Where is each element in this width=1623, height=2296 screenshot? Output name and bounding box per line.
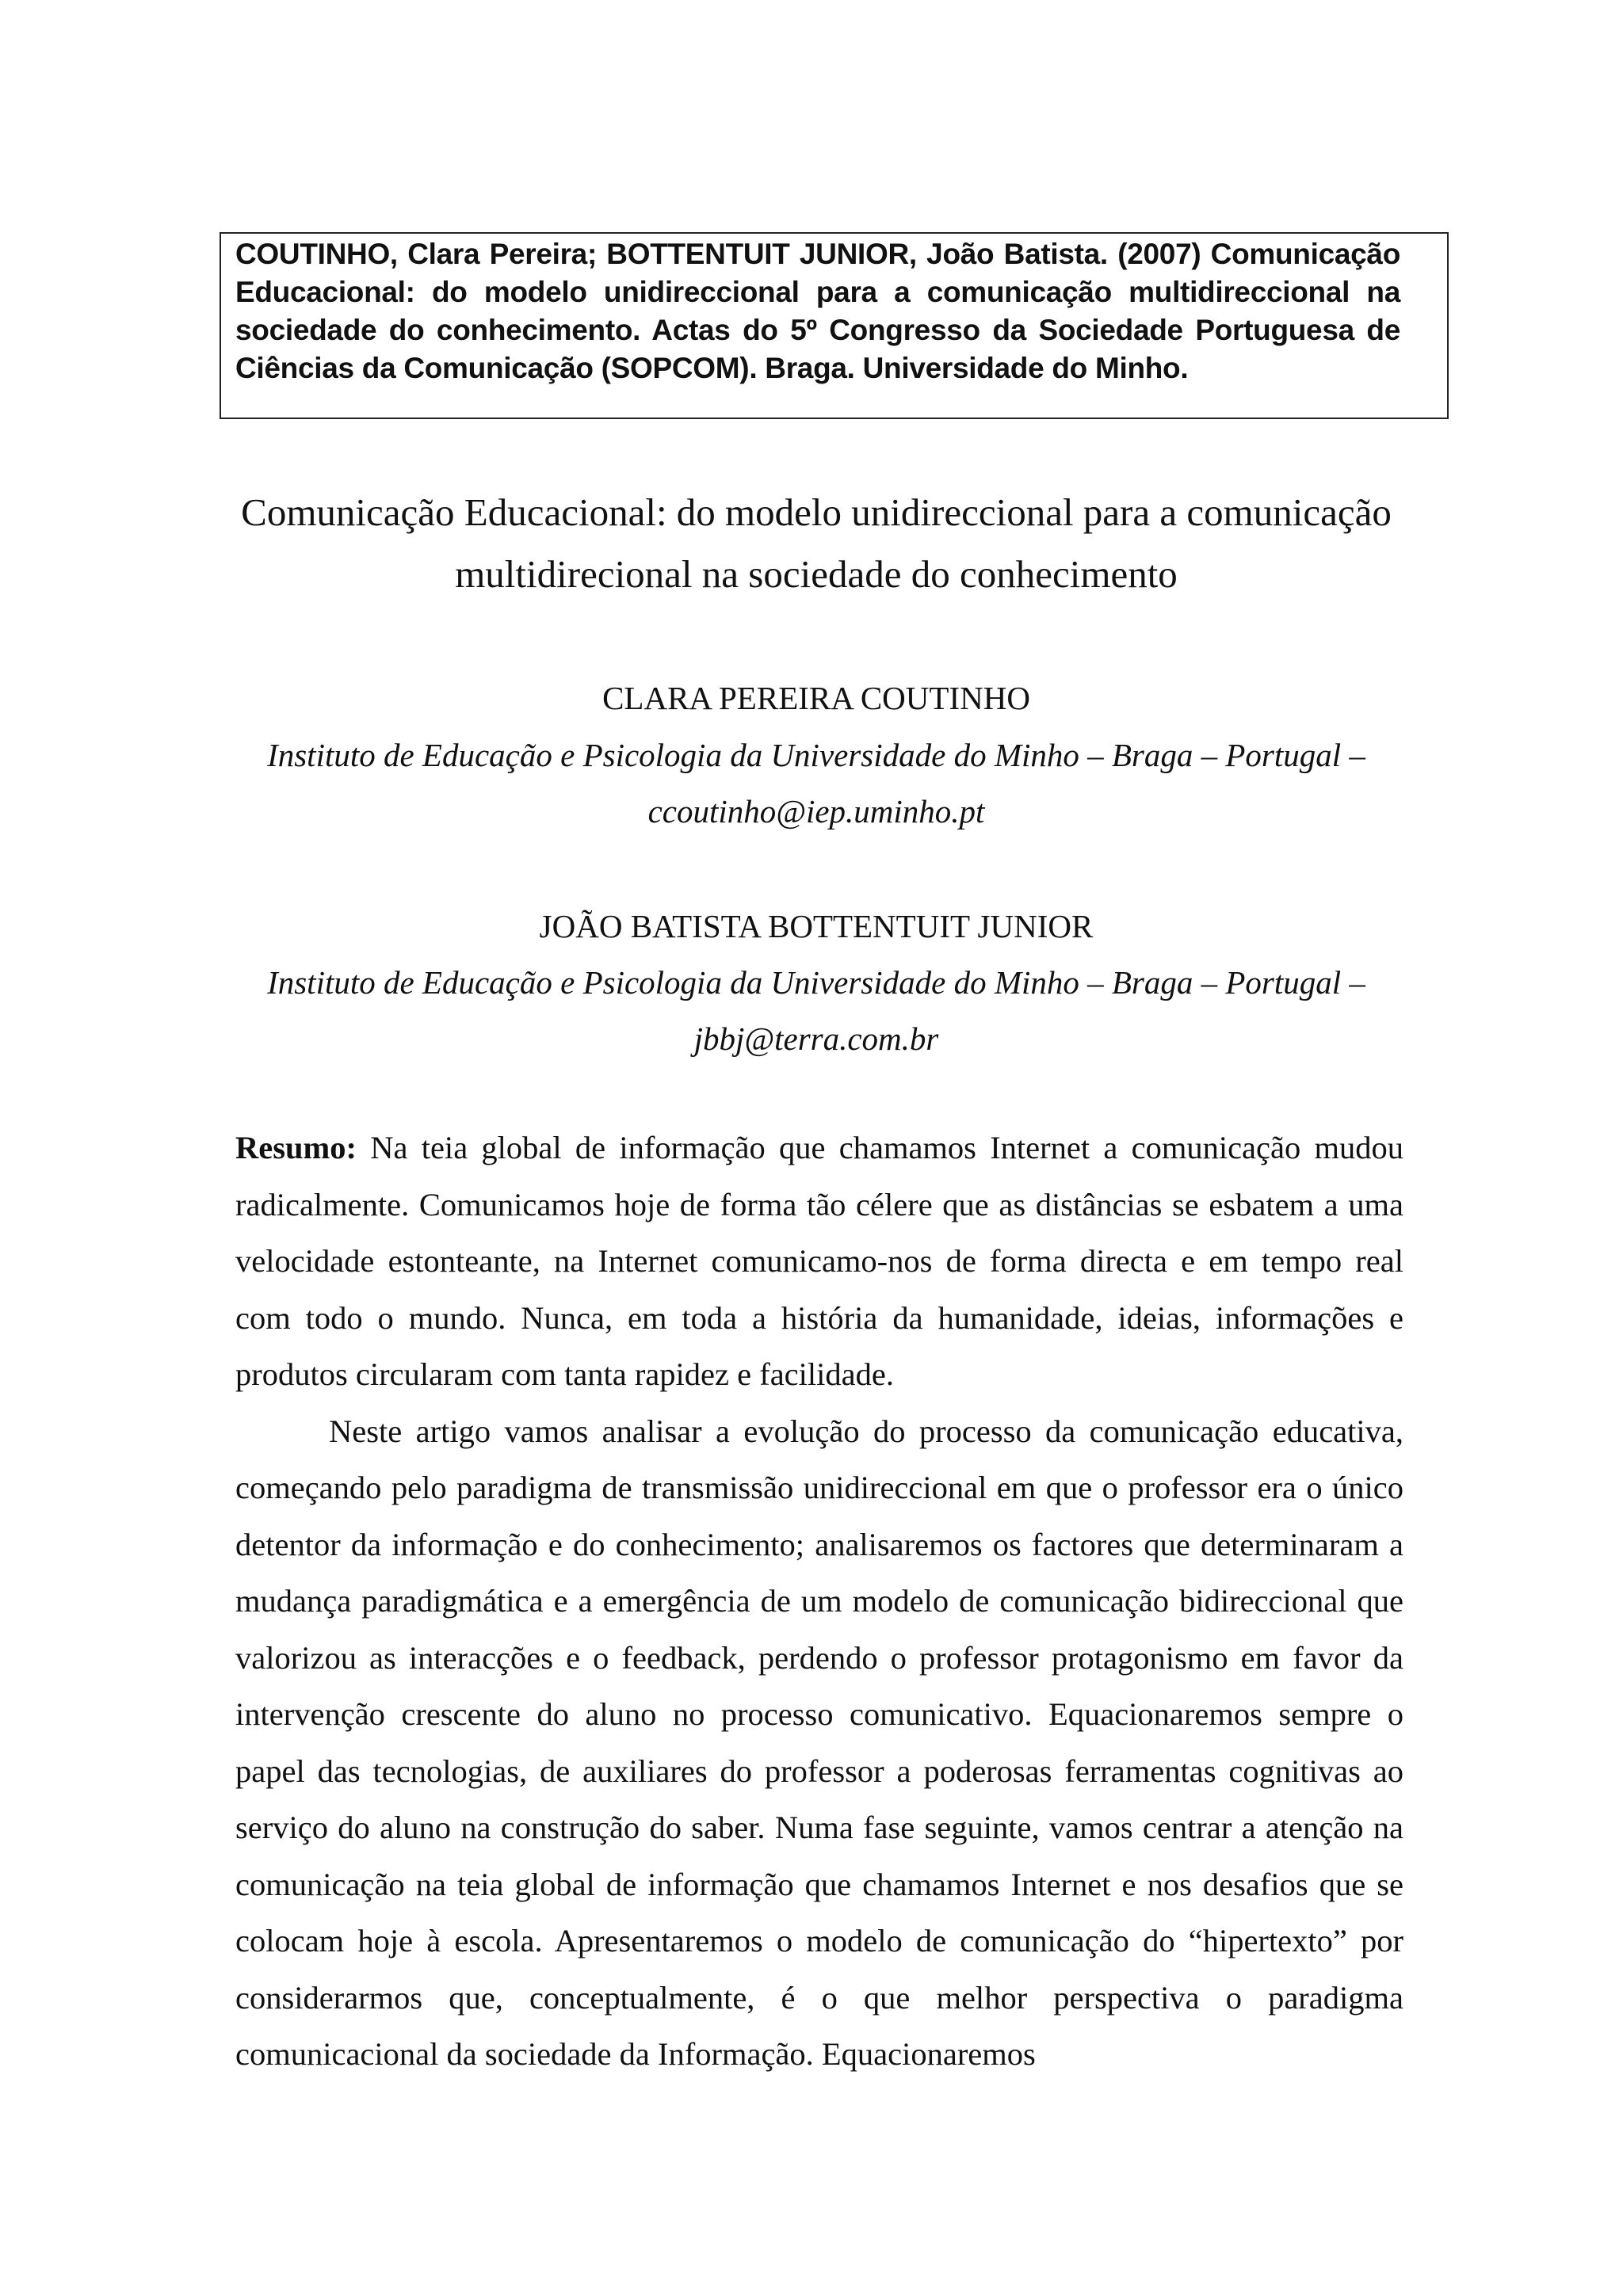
author-affiliation-text: Instituto de Educação e Psicologia da Universidade do Minho – Braga – Portugal –	[267, 737, 1365, 773]
author-email: ccoutinho@iep.uminho.pt	[647, 793, 985, 830]
author-name: CLARA PEREIRA COUTINHO	[602, 680, 1030, 716]
author-affiliation	[158, 727, 1474, 840]
abstract-paragraph-text: Na teia global de informação que chamamos Internet a comunicação mudou radicalmente. Comunicamos hoje de forma tão célere que as distâncias se esbatem a uma velocidade estonteante, na Internet comunicamo-nos de forma directa e em tempo real com todo o mundo. Nunca, em toda a história da humanidade, ideias, informações e produtos circularam com tanta rapidez e facilidade.	[235, 1130, 1403, 1392]
abstract-label: Resumo:	[235, 1130, 357, 1165]
abstract-paragraph: Neste artigo vamos analisar a evolução do processo da comunicação educativa, começando pelo paradigma de transmissão unidireccional em que o professor era o único detentor da informação e do conhecimento; analisaremos os factores que determinaram a mudança paradigmática e a emergência de um modelo de comunicação bidireccional que valorizou as interacções e o feedback, perdendo o professor protagonismo em favor da intervenção crescente do aluno no processo comunicativo. Equacionaremos sempre o papel das tecnologias, de auxiliares do professor a poderosas ferramentas cognitivas ao serviço do aluno na construção do saber. Numa fase seguinte, vamos centrar a atenção na comunicação na teia global de informação que chamamos Internet e nos desafios que se colocam hoje à escola. Apresentaremos o modelo de comunicação do “hipertexto” por considerarmos que, conceptualmente, é o que melhor perspectiva o paradigma comunicacional da sociedade da Informação. Equacionaremos	[235, 1413, 1403, 2072]
author-affiliation	[158, 955, 1474, 1067]
paper-title: Comunicação Educacional: do modelo unidireccional para a comunicação multidirecional na sociedade do conhecimento	[241, 490, 1392, 596]
citation-text: COUTINHO, Clara Pereira; BOTTENTUIT JUNIOR, João Batista. (2007) Comunicação Educacional: do modelo unidireccional para a comunicação multidireccional na sociedade do conhecimento. Actas do 5º Congresso da Sociedade Portuguesa de Ciências da Comunicação (SOPCOM). Braga. Universidade do Minho.	[235, 238, 1400, 384]
author-email: jbbj@terra.com.br	[693, 1020, 939, 1057]
author-affiliation-text: Instituto de Educação e Psicologia da Universidade do Minho – Braga – Portugal –	[267, 964, 1365, 1001]
abstract	[235, 1119, 1403, 2083]
citation-box	[220, 232, 1449, 419]
author-name: JOÃO BATISTA BOTTENTUIT JUNIOR	[539, 908, 1094, 944]
abstract-paragraph	[235, 1119, 1403, 1403]
